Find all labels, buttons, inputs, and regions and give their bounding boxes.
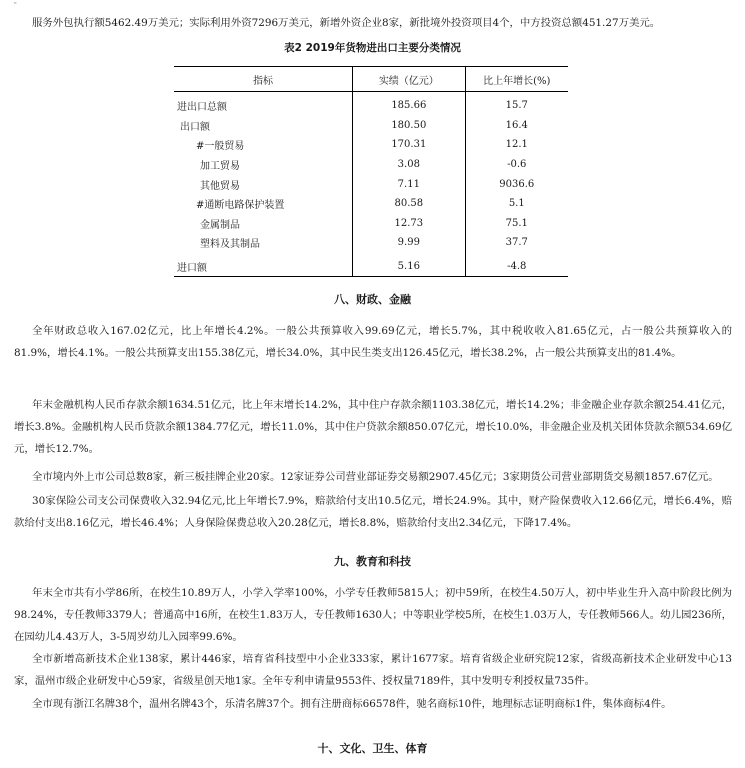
row-growth: 9036.6 <box>499 178 535 190</box>
education-paragraph-1: 年末全市共有小学86所，在校生10.89万人，小学入学率100%，小学专任教师5815人；初中59所，在校生4.50万人，初中毕业生升入高中阶段比例为98.24%，专任教师3379人；普通高中16所，在校生1.83万人，专任教师1630人；中等职业学校5所，在校生1.03万人，专任教师566人。幼儿园236所，在园幼儿4.43万人，3-5周岁幼儿入园率99.6%。 <box>14 587 732 643</box>
finance-paragraph-1: 全年财政总收入167.02亿元，比上年增长4.2%。一般公共预算收入99.69亿元，增长5.7%，其中税收收入81.65亿元，占一般公共预算收入的81.9%，增长4.1%。一般公共预算支出155.38亿元，增长34.0%，其中民生类支出126.45亿元，增长38.2%，占一般公共预算支出的81.4%。 <box>14 325 732 359</box>
row-name: 加工贸易 <box>174 155 353 175</box>
row-growth: -4.8 <box>507 261 527 273</box>
table-row <box>174 257 568 277</box>
table-caption: 表2 2019年货物进出口主要分类情况 <box>284 42 461 54</box>
education-paragraph-3: 全市现有浙江名牌38个，温州名牌43个，乐清名牌37个。拥有注册商标66578件，驰名商标10件，地理标志证明商标1件，集体商标4件。 <box>32 698 672 710</box>
intro-paragraph: 服务外包执行额5462.49万美元；实际利用外资7296万美元，新增外资企业8家，新批境外投资项目4个，中方投资总额451.27万美元。 <box>32 17 661 29</box>
finance-paragraph-2: 年末金融机构人民币存款余额1634.51亿元，比上年末增长14.2%，其中住户存款余额1103.38亿元，增长14.2%；非金融企业存款余额254.41亿元，增长3.8%。金融机构人民币贷款余额1384.77亿元，增长11.0%，其中住户贷款余额850.07亿元，增长10.0%，非金融企业及机关团体贷款余额534.69亿元，增长12.7%。 <box>14 399 732 455</box>
row-value: 5.16 <box>353 257 465 277</box>
education-paragraph-2: 全市新增高新技术企业138家，累计446家，培育省科技型中小企业333家，累计1677家。培育省级企业研究院12家，省级高新技术企业研发中心13家，温州市级企业研发中心59家，省级星创天地1家。全年专利申请量9553件、授权量7189件，其中发明专利授权量735件。 <box>14 653 732 687</box>
row-name: 出口额 <box>174 116 353 136</box>
row-name: #通断电路保护装置 <box>174 194 353 214</box>
header-indicator: 指标 <box>174 67 353 92</box>
table-row <box>174 116 568 136</box>
row-growth: 12.1 <box>505 139 528 151</box>
row-growth: 5.1 <box>508 198 525 210</box>
row-value: 180.50 <box>353 116 465 136</box>
row-name: 其他贸易 <box>174 174 353 194</box>
row-value: 9.99 <box>353 233 465 257</box>
row-value: 7.11 <box>353 174 465 194</box>
row-growth: -0.6 <box>507 159 527 171</box>
row-growth: 75.1 <box>505 217 528 229</box>
row-value: 3.08 <box>353 155 465 175</box>
section-heading-education: 九、教育和科技 <box>334 555 411 568</box>
table-row <box>174 233 568 257</box>
row-name: #一般贸易 <box>174 135 353 155</box>
finance-paragraph-3: 全市境内外上市公司总数8家，新三板挂牌企业20家。12家证券公司营业部证券交易额2907.45亿元；3家期货公司营业部期货交易额1857.67亿元。 <box>32 471 719 483</box>
table-row <box>174 194 568 214</box>
header-growth: 比上年增长(%) <box>465 67 568 92</box>
row-name: 金属制品 <box>174 214 353 234</box>
row-name: 进口额 <box>174 257 353 277</box>
row-value: 185.66 <box>353 92 465 116</box>
table-row <box>174 155 568 175</box>
table-header-row <box>174 67 568 92</box>
row-value: 12.73 <box>353 214 465 234</box>
row-name: 进出口总额 <box>174 92 353 116</box>
row-value: 170.31 <box>353 135 465 155</box>
finance-paragraph-4: 30家保险公司支公司保费收入32.94亿元,比上年增长7.9%，赔款给付支出10.5亿元，增长24.9%。其中，财产险保费收入12.66亿元，增长6.4%，赔款给付支出8.16亿元，增长46.4%；人身保险保费总收入20.28亿元，增长8.8%，赔款给付支出2.34亿元，下降17.4%。 <box>14 495 732 529</box>
trade-table <box>174 66 568 277</box>
row-growth: 15.7 <box>505 100 528 112</box>
corner-mark: " <box>14 2 17 9</box>
section-heading-finance: 八、财政、金融 <box>334 293 411 306</box>
table-row <box>174 92 568 116</box>
table-row <box>174 174 568 194</box>
row-name: 塑料及其制品 <box>174 233 353 257</box>
header-value: 实绩（亿元） <box>353 67 465 92</box>
row-value: 80.58 <box>353 194 465 214</box>
table-row <box>174 135 568 155</box>
table-row <box>174 214 568 234</box>
row-growth: 16.4 <box>505 119 528 131</box>
row-growth: 37.7 <box>505 237 528 249</box>
section-heading-culture: 十、文化、卫生、体育 <box>317 742 428 755</box>
